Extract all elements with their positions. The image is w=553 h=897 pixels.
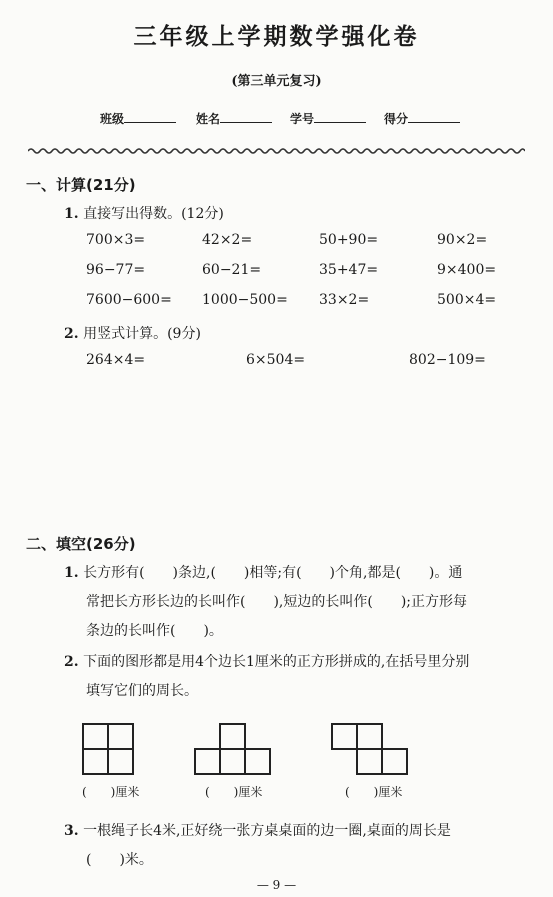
equation: 96−77= bbox=[86, 262, 146, 278]
s1-q1-prompt bbox=[64, 203, 224, 223]
s1-q2-prompt bbox=[64, 323, 201, 343]
equation: 700×3= bbox=[86, 232, 146, 248]
question-number: 1. bbox=[64, 206, 79, 222]
question-number: 1. bbox=[64, 565, 79, 581]
equation: 90×2= bbox=[437, 232, 488, 248]
equation: 1000−500= bbox=[202, 292, 288, 308]
equation: 42×2= bbox=[202, 232, 253, 248]
score-blank[interactable] bbox=[408, 110, 460, 123]
s2-q1-line3: 条边的长叫作( )。 bbox=[86, 623, 223, 639]
class-field bbox=[100, 110, 176, 127]
equation: 7600−600= bbox=[86, 292, 172, 308]
class-label: 班级 bbox=[100, 112, 125, 126]
equation: 35+47= bbox=[319, 262, 379, 278]
page-number: — 9 — bbox=[256, 878, 297, 892]
s2-q3-line1 bbox=[64, 820, 451, 840]
student-id-label: 学号 bbox=[290, 112, 315, 126]
section1-heading: 一、计算(21分) bbox=[26, 176, 136, 194]
s2-q1-line1 bbox=[64, 562, 462, 582]
equation: 50+90= bbox=[319, 232, 379, 248]
score-field bbox=[384, 110, 460, 127]
page-subtitle: (第三单元复习) bbox=[231, 74, 322, 89]
equation: 264×4= bbox=[86, 352, 146, 368]
question-text: 用竖式计算。(9分) bbox=[83, 326, 201, 342]
equation: 9×400= bbox=[437, 262, 497, 278]
s2-q2-line2: 填写它们的周长。 bbox=[86, 683, 198, 699]
caption-fig1: ( )厘米 bbox=[82, 785, 140, 799]
question-number: 3. bbox=[64, 823, 79, 839]
caption-fig2: ( )厘米 bbox=[205, 785, 263, 799]
equation: 60−21= bbox=[202, 262, 262, 278]
question-text: 下面的图形都是用4个边长1厘米的正方形拼成的,在括号里分别 bbox=[83, 654, 470, 670]
name-blank[interactable] bbox=[220, 110, 272, 123]
name-field bbox=[196, 110, 272, 127]
equation: 802−109= bbox=[409, 352, 486, 368]
equation: 6×504= bbox=[246, 352, 306, 368]
s2-q1-line2: 常把长方形长边的长叫作( ),短边的长叫作( );正方形每 bbox=[86, 594, 468, 610]
student-id-field bbox=[290, 110, 366, 127]
question-number: 2. bbox=[64, 326, 79, 342]
equation: 500×4= bbox=[437, 292, 497, 308]
equation: 33×2= bbox=[319, 292, 370, 308]
student-id-blank[interactable] bbox=[314, 110, 366, 123]
s2-q2-line1 bbox=[64, 651, 469, 671]
question-text: 长方形有( )条边,( )相等;有( )个角,都是( )。通 bbox=[83, 565, 463, 581]
question-number: 2. bbox=[64, 654, 79, 670]
figure-z-shape bbox=[331, 723, 410, 775]
figure-t-shape bbox=[194, 723, 273, 775]
question-text: 直接写出得数。(12分) bbox=[83, 206, 224, 222]
class-blank[interactable] bbox=[124, 110, 176, 123]
decorative-divider bbox=[28, 146, 525, 156]
caption-fig3: ( )厘米 bbox=[345, 785, 403, 799]
question-text: 一根绳子长4米,正好绕一张方桌桌面的边一圈,桌面的周长是 bbox=[83, 823, 451, 839]
figure-square-2x2 bbox=[82, 723, 134, 775]
s2-q3-line2: ( )米。 bbox=[86, 852, 153, 868]
score-label: 得分 bbox=[384, 112, 409, 126]
name-label: 姓名 bbox=[196, 112, 221, 126]
section2-heading: 二、填空(26分) bbox=[26, 535, 136, 553]
page-title: 三年级上学期数学强化卷 bbox=[133, 24, 420, 50]
